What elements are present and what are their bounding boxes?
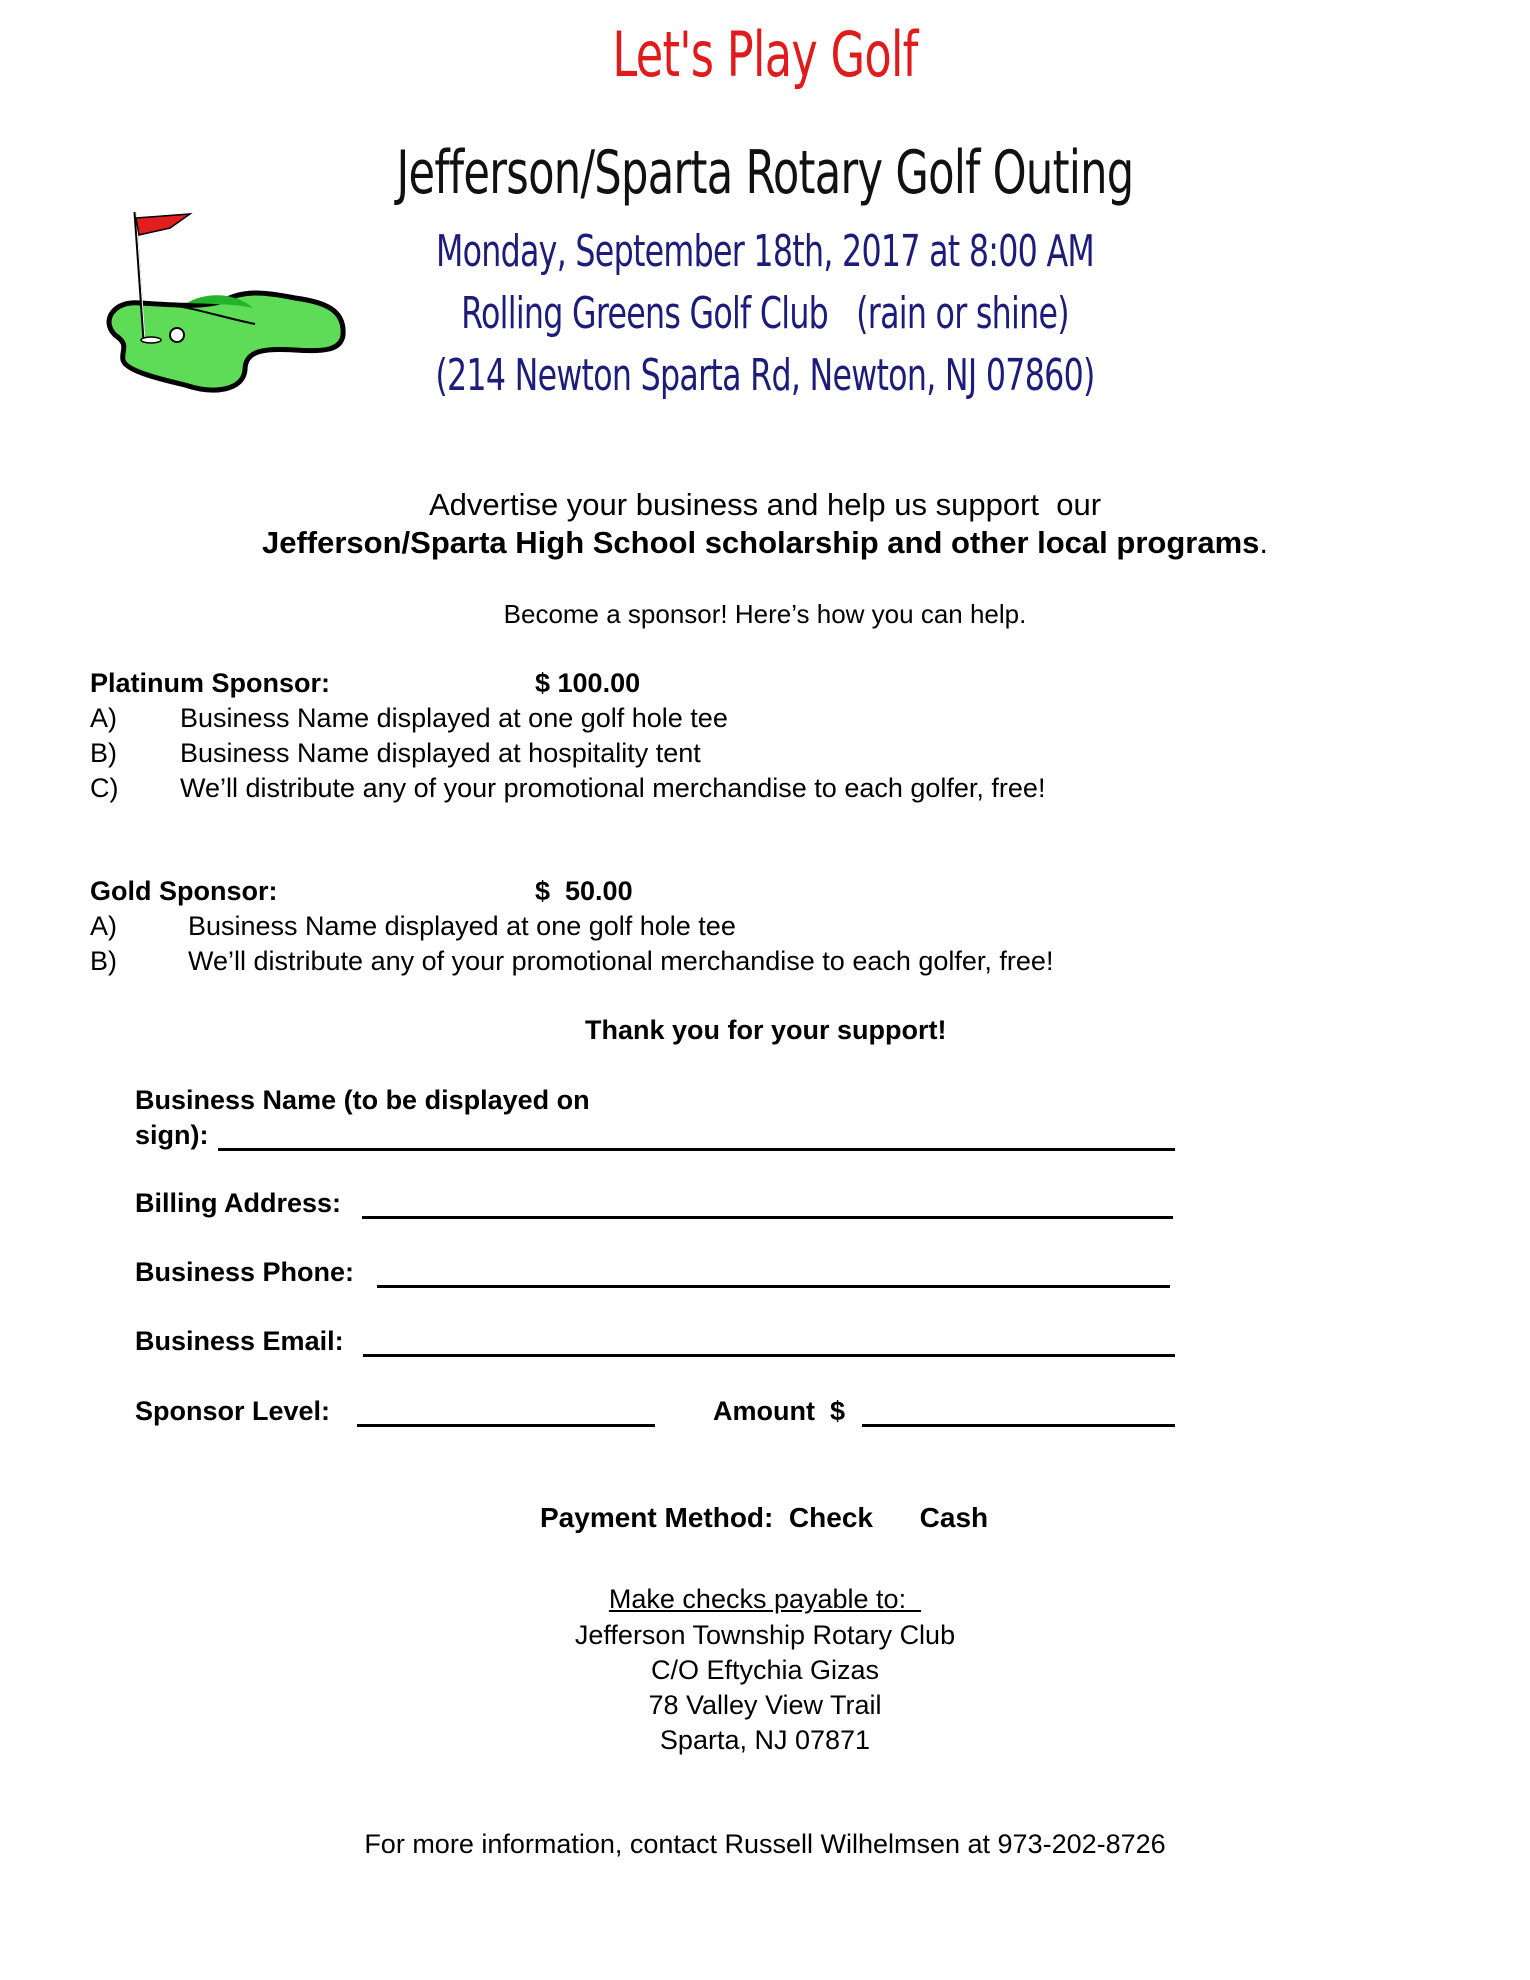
business-phone-label: Business Phone: — [135, 1257, 355, 1287]
tier-price: $ 50.00 — [535, 876, 633, 906]
payment-method-label: Payment Method: — [540, 1502, 774, 1533]
payee-line: Sparta, NJ 07871 — [659, 1725, 871, 1755]
golf-green-with-flag-icon — [95, 200, 355, 400]
intro-line: Advertise your business and help us support our — [428, 487, 1102, 522]
payment-option-cash[interactable]: Cash — [919, 1502, 989, 1533]
intro-bold-text: Jefferson/Sparta High School scholarship and other local programs — [262, 525, 1260, 560]
payment-method — [540, 1502, 988, 1534]
item-text: We’ll distribute any of your promotional merchandise to each golfer, free! — [180, 773, 1046, 803]
page-title: Jefferson/Sparta Rotary Golf Outing — [396, 138, 1134, 208]
list-item — [90, 946, 1053, 977]
item-letter: B) — [90, 738, 117, 768]
billing-address-label: Billing Address: — [135, 1188, 342, 1218]
make-checks-heading: Make checks payable to: — [608, 1584, 922, 1614]
item-letter: B) — [90, 946, 117, 976]
business-email-label: Business Email: — [135, 1326, 344, 1356]
intro-line-bold — [0, 525, 1530, 561]
business-name-field[interactable] — [218, 1148, 1175, 1151]
tier-price: $ 100.00 — [535, 668, 641, 698]
sponsor-level-field[interactable] — [357, 1424, 655, 1427]
item-text: We’ll distribute any of your promotional merchandise to each golfer, free! — [188, 946, 1054, 976]
item-letter: C) — [90, 773, 119, 803]
tagline: Let's Play Golf — [612, 18, 918, 91]
tier-name: Gold Sponsor: — [90, 876, 278, 906]
business-name-label-cont: sign): — [135, 1120, 209, 1150]
payee-line: C/O Eftychia Gizas — [650, 1655, 880, 1685]
list-item — [90, 738, 701, 769]
business-phone-field[interactable] — [377, 1285, 1170, 1288]
list-item — [90, 911, 736, 942]
item-letter: A) — [90, 703, 117, 733]
intro-period: . — [1259, 525, 1268, 560]
event-venue: Rolling Greens Golf Club (rain or shine) — [461, 288, 1069, 339]
item-letter: A) — [90, 911, 117, 941]
business-email-field[interactable] — [363, 1354, 1175, 1357]
item-text: Business Name displayed at hospitality tent — [180, 738, 701, 768]
payee-line: Jefferson Township Rotary Club — [574, 1620, 956, 1650]
thank-you-text: Thank you for your support! — [585, 1015, 947, 1045]
become-sponsor-text: Become a sponsor! Here’s how you can help. — [503, 599, 1027, 629]
item-text: Business Name displayed at one golf hole tee — [188, 911, 736, 941]
list-item — [90, 703, 728, 734]
event-date: Monday, September 18th, 2017 at 8:00 AM — [435, 226, 1095, 277]
gold-tier-heading — [90, 876, 633, 907]
payee-line: 78 Valley View Trail — [648, 1690, 882, 1720]
sponsor-level-label: Sponsor Level: — [135, 1396, 331, 1426]
item-text: Business Name displayed at one golf hole tee — [180, 703, 728, 733]
event-address: (214 Newton Sparta Rd, Newton, NJ 07860) — [435, 350, 1095, 401]
amount-label: Amount $ — [713, 1396, 845, 1426]
tier-name: Platinum Sponsor: — [90, 668, 331, 698]
list-item — [90, 773, 1045, 804]
business-name-label: Business Name (to be displayed on — [135, 1085, 590, 1115]
payment-option-check[interactable]: Check — [788, 1502, 873, 1533]
contact-footer: For more information, contact Russell Wilhelmsen at 973-202-8726 — [364, 1829, 1166, 1859]
platinum-tier-heading — [90, 668, 641, 699]
billing-address-field[interactable] — [362, 1216, 1173, 1219]
amount-field[interactable] — [862, 1424, 1175, 1427]
